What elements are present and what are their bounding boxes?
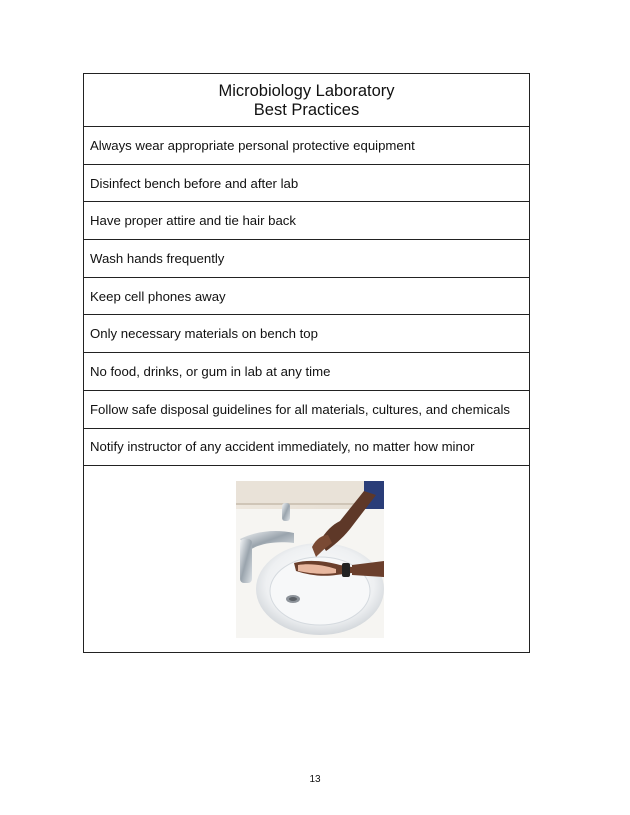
- table-title: [84, 74, 529, 127]
- hand-washing-photo: [236, 481, 384, 638]
- page-number: 13: [309, 774, 321, 785]
- practice-row: Only necessary materials on bench top: [84, 315, 529, 353]
- practice-row: Wash hands frequently: [84, 240, 529, 278]
- best-practices-table: [83, 73, 530, 653]
- practice-row: Notify instructor of any accident immediately, no matter how minor: [84, 429, 529, 467]
- practice-row: Always wear appropriate personal protective equipment: [84, 127, 529, 165]
- practice-row: No food, drinks, or gum in lab at any time: [84, 353, 529, 391]
- practice-row: Disinfect bench before and after lab: [84, 165, 529, 203]
- practice-row: Have proper attire and tie hair back: [84, 202, 529, 240]
- title-line-2: Best Practices: [253, 101, 360, 119]
- title-line-1: Microbiology Laboratory: [218, 82, 395, 100]
- image-cell: [84, 466, 529, 652]
- practice-row: Keep cell phones away: [84, 278, 529, 316]
- practice-row: Follow safe disposal guidelines for all materials, cultures, and chemicals: [84, 391, 529, 429]
